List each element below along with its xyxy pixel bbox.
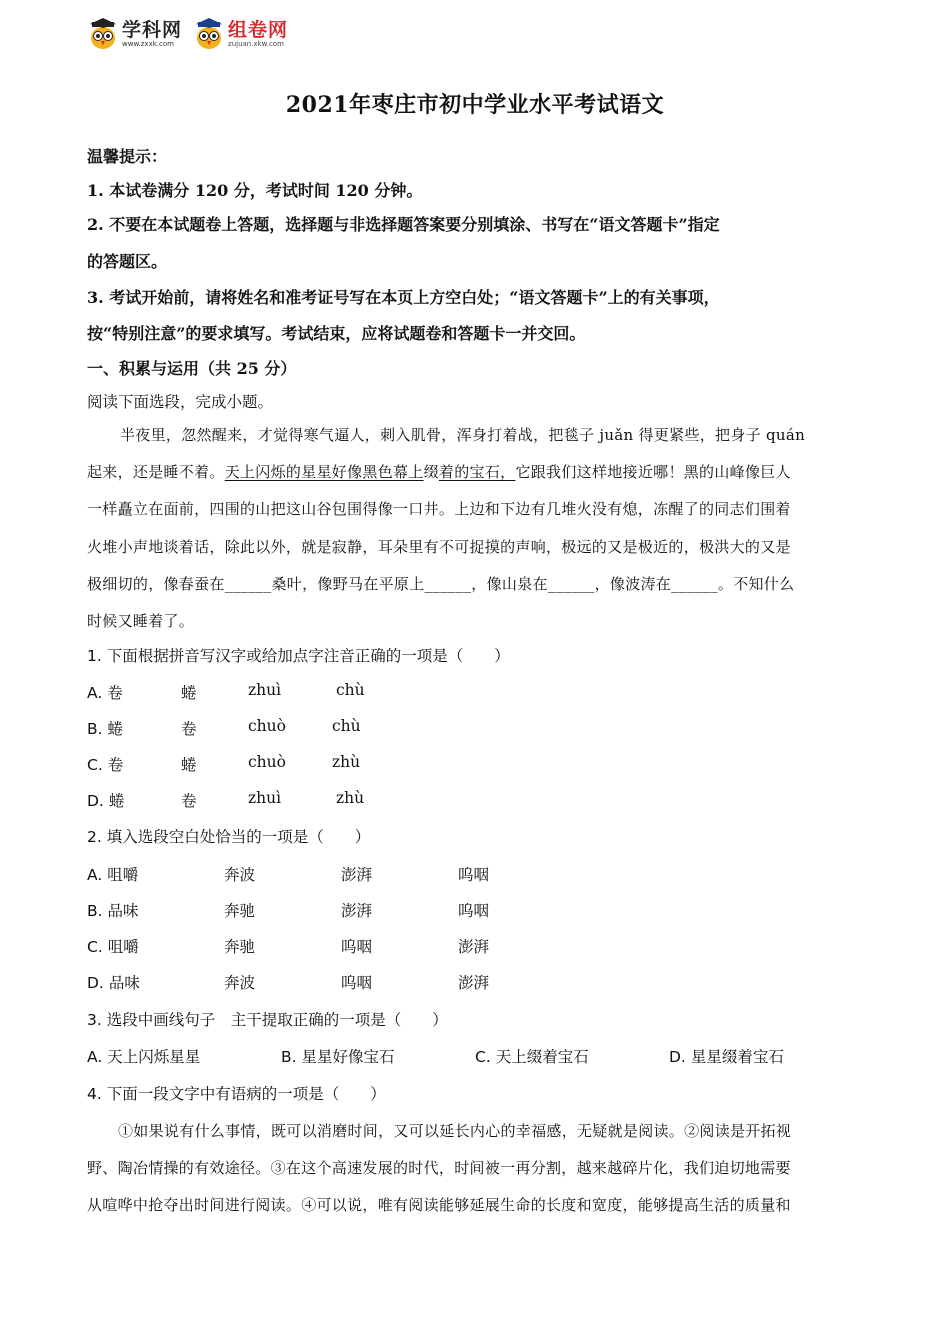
q2-b-item: 奔驰 <box>224 902 256 920</box>
zxxk-logo <box>86 17 182 51</box>
notice-line-3a: 3. 考试开始前，请将姓名和准考证号写在本页上方空白处；“语文答题卡”上的有关事项， <box>87 288 720 307</box>
page-title: 2021年枣庄市初中学业水平考试语文 <box>285 92 665 118</box>
passage-text: 它跟我们这样地接近哪！黑的山峰像巨人 <box>515 463 791 481</box>
q2-a-item: 奔波 <box>224 866 256 884</box>
q2-d-item: 奔波 <box>224 974 256 992</box>
header-logos <box>86 12 298 56</box>
question-4-text-2: 野、陶冶情操的有效途径。③在这个高速发展的时代，时间被一再分割，越来越碎片化，我们迫切地需要 <box>87 1159 791 1177</box>
underlined-sentence-part: 天上闪烁的星星好像黑色幕上 <box>224 463 424 481</box>
q1-d-item: zhuì <box>248 789 282 807</box>
passage-line-6: 时候又睡着了。 <box>87 612 195 630</box>
q1-a-item: chù <box>336 681 365 699</box>
q3-option-a[interactable]: A. 天上闪烁星星 <box>87 1048 201 1066</box>
q2-option-c[interactable]: C. 咀嚼 <box>87 938 139 956</box>
q1-option-b[interactable]: B. 蜷 <box>87 720 124 738</box>
notice-heading: 温馨提示： <box>87 147 168 166</box>
passage-line-2 <box>87 461 791 482</box>
passage-line-3: 一样矗立在面前，四围的山把这山谷包围得像一口井。上边和下边有几堆火没有熄，冻醒了的同志们围着 <box>87 500 791 518</box>
q2-c-item: 奔驰 <box>224 938 256 956</box>
question-3-stem: 3. 选段中画线句子 主干提取正确的一项是（ ） <box>87 1011 448 1029</box>
passage-line-4: 火堆小声地谈着话，除此以外，就是寂静，耳朵里有不可捉摸的声响，极远的又是极近的，极洪大的又是 <box>87 538 791 556</box>
q1-c-item: 蜷 <box>181 756 197 774</box>
reading-instruction: 阅读下面选段，完成小题。 <box>87 393 274 411</box>
q2-a-item: 澎湃 <box>341 866 373 884</box>
underlined-sentence-part: 着的宝石， <box>438 463 516 481</box>
passage-line-5: 极细切的，像春蚕在______桑叶，像野马在平原上______，像山泉在______，像波涛在______。不知什么 <box>87 575 795 593</box>
q1-b-item: 卷 <box>181 720 197 738</box>
q1-a-item: zhuì <box>248 681 282 699</box>
q2-option-d[interactable]: D. 品味 <box>87 974 140 992</box>
q1-option-c[interactable]: C. 卷 <box>87 756 124 774</box>
q2-b-item: 呜咽 <box>458 902 490 920</box>
question-4-stem: 4. 下面一段文字中有语病的一项是（ ） <box>87 1085 386 1103</box>
q2-option-b[interactable]: B. 品味 <box>87 902 139 920</box>
question-4-text-1: ①如果说有什么事情，既可以消磨时间，又可以延长内心的幸福感，无疑就是阅读。②阅读是开拓视 <box>118 1122 792 1140</box>
q1-c-item: zhù <box>332 753 361 771</box>
q3-option-c[interactable]: C. 天上缀着宝石 <box>475 1048 589 1066</box>
q1-b-item: chuò <box>248 717 286 735</box>
notice-line-2b: 的答题区。 <box>87 252 168 271</box>
q2-b-item: 澎湃 <box>341 902 373 920</box>
q3-option-b[interactable]: B. 星星好像宝石 <box>281 1048 395 1066</box>
q2-d-item: 呜咽 <box>341 974 373 992</box>
passage-text: 起来，还是睡不着。 <box>87 463 225 481</box>
q1-d-item: zhù <box>336 789 365 807</box>
q1-b-item: chù <box>332 717 361 735</box>
section-heading: 一、积累与运用（共 25 分） <box>87 359 297 378</box>
zujuan-logo-url: zujuan.xkw.com <box>228 39 284 48</box>
zujuan-logo-text: 组卷网 <box>228 18 289 41</box>
q1-c-item: chuò <box>248 753 286 771</box>
q1-option-a[interactable]: A. 卷 <box>87 684 123 702</box>
owl-mascot-icon <box>86 17 120 51</box>
passage-text: 缀 <box>423 463 439 481</box>
zxxk-logo-url: www.zxxk.com <box>122 39 174 48</box>
notice-line-3b: 按“特别注意”的要求填写。考试结束，应将试题卷和答题卡一并交回。 <box>87 324 586 343</box>
q2-d-item: 澎湃 <box>458 974 490 992</box>
q1-d-item: 卷 <box>181 792 197 810</box>
question-4-text-3: 从喧哗中抢夺出时间进行阅读。④可以说，唯有阅读能够延展生命的长度和宽度，能够提高生活的质量和 <box>87 1196 791 1214</box>
owl-mascot-icon <box>192 17 226 51</box>
question-1-stem: 1. 下面根据拼音写汉字或给加点字注音正确的一项是（ ） <box>87 647 510 665</box>
passage-line-1: 半夜里，忽然醒来，才觉得寒气逼人，刺入肌骨，浑身打着战，把毯子 juǎn 得更紧些，把身子 quán <box>120 426 806 444</box>
notice-line-1: 1. 本试卷满分 120 分，考试时间 120 分钟。 <box>87 181 423 200</box>
q2-option-a[interactable]: A. 咀嚼 <box>87 866 139 884</box>
zujuan-logo <box>192 17 288 51</box>
q2-c-item: 呜咽 <box>341 938 373 956</box>
question-2-stem: 2. 填入选段空白处恰当的一项是（ ） <box>87 828 371 846</box>
q2-a-item: 呜咽 <box>458 866 490 884</box>
notice-line-2a: 2. 不要在本试题卷上答题，选择题与非选择题答案要分别填涂、书写在“语文答题卡”指定 <box>87 215 720 234</box>
zxxk-logo-text: 学科网 <box>122 18 183 41</box>
q2-c-item: 澎湃 <box>458 938 490 956</box>
q1-option-d[interactable]: D. 蜷 <box>87 792 125 810</box>
q3-option-d[interactable]: D. 星星缀着宝石 <box>669 1048 784 1066</box>
q1-a-item: 蜷 <box>181 684 197 702</box>
